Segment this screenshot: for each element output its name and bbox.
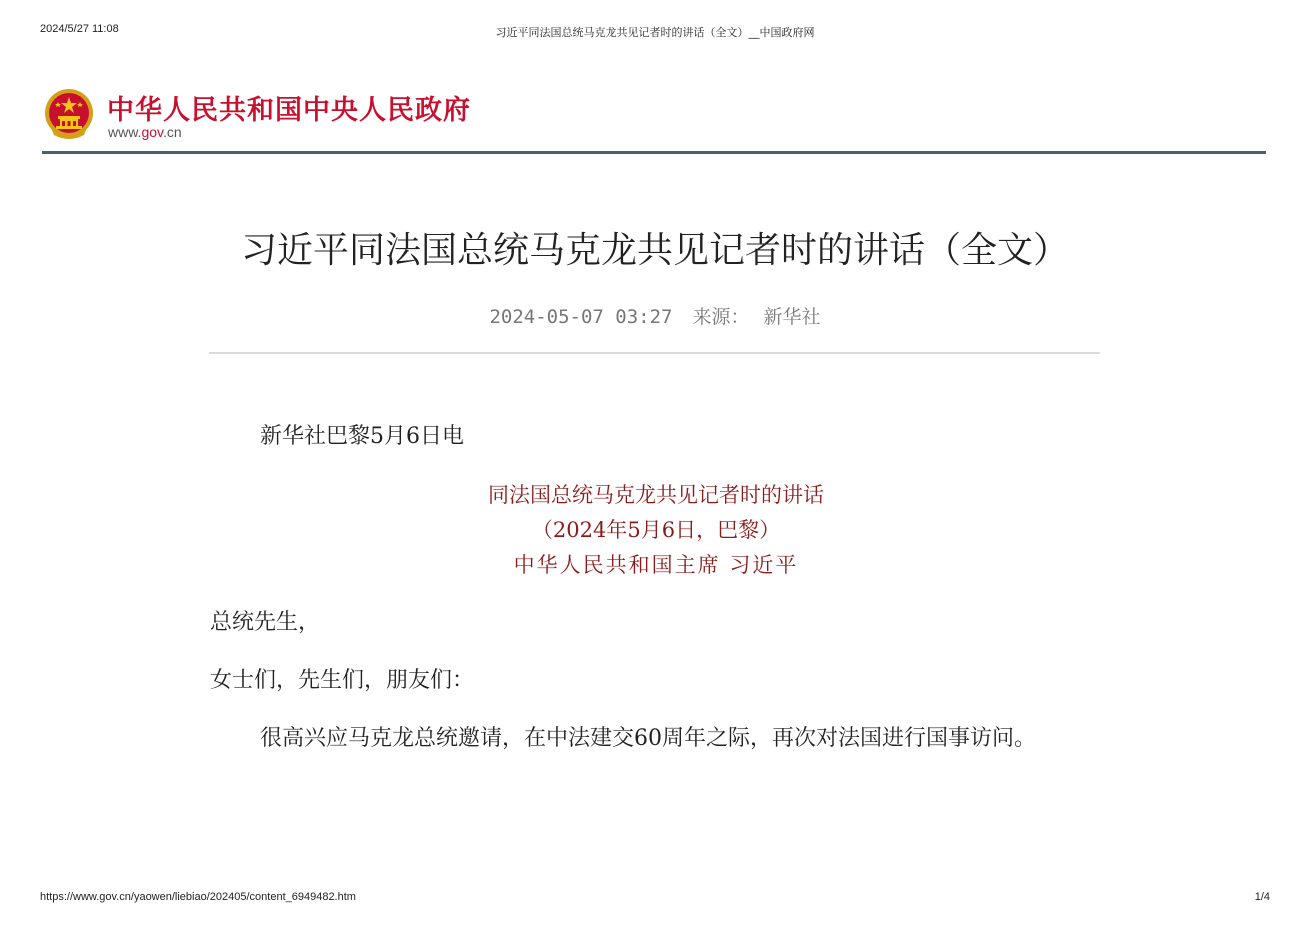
print-datetime: 2024/5/27 11:08: [40, 23, 119, 35]
speech-heading: [210, 478, 1102, 583]
site-header: [42, 86, 1266, 154]
site-name[interactable]: 中华人民共和国中央人民政府: [107, 95, 471, 126]
print-url: https://www.gov.cn/yaowen/liebiao/202405/content_6949482.htm: [40, 891, 356, 903]
article-body: [210, 420, 1102, 756]
domain-highlight: gov: [141, 124, 163, 140]
national-emblem-icon: [44, 88, 94, 140]
domain-prefix: www.: [108, 124, 142, 140]
site-domain[interactable]: [108, 124, 182, 140]
paragraph: 很高兴应马克龙总统邀请，在中法建交60周年之际，再次对法国进行国事访问。: [260, 726, 1036, 751]
header-divider: [42, 151, 1266, 154]
print-page-title: 习近平同法国总统马克龙共见记者时的讲话（全文）__中国政府网: [495, 26, 815, 39]
article-title: 习近平同法国总统马克龙共见记者时的讲话（全文）: [240, 230, 1069, 271]
article-source: 新华社: [763, 306, 821, 328]
speech-speaker: 中华人民共和国主席 习近平: [513, 553, 799, 577]
greeting-audience: 女士们，先生们，朋友们：: [210, 668, 475, 693]
source-label: 来源：: [692, 306, 750, 328]
domain-suffix: .cn: [163, 124, 182, 140]
article-meta: [0, 302, 1310, 329]
article-datetime: 2024-05-07 03:27: [489, 306, 673, 328]
dateline: 新华社巴黎5月6日电: [260, 424, 464, 449]
meta-divider: [209, 352, 1100, 354]
print-page-number: 1/4: [1254, 891, 1270, 903]
speech-title: 同法国总统马克龙共见记者时的讲话: [488, 483, 824, 507]
greeting-president: 总统先生，: [210, 610, 321, 635]
speech-date: （2024年5月6日，巴黎）: [531, 518, 781, 542]
